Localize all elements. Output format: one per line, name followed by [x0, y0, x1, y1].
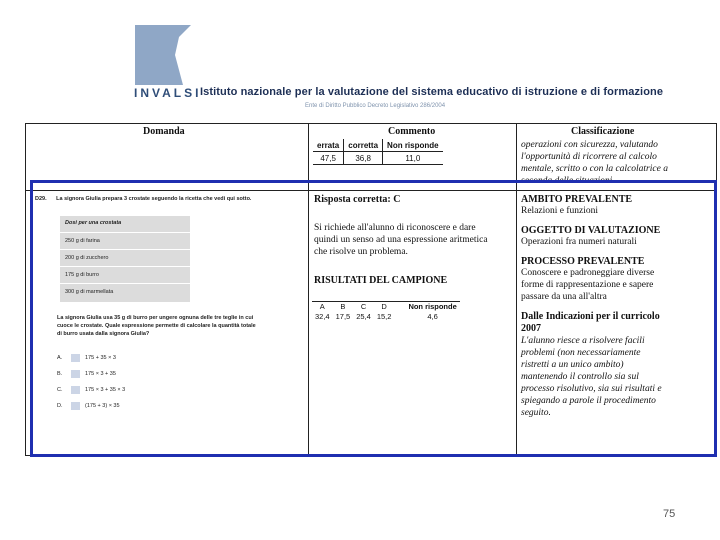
text-line: quindi un senso ad una espressione aritmetica [314, 235, 488, 245]
text-line: processo risolutivo, sia sui risultati e [521, 384, 662, 394]
table-header: A [319, 302, 325, 311]
column-header-classificazione: Classificazione [571, 126, 635, 137]
option-text: 175 × 3 + 35 [85, 371, 116, 377]
institute-name: Istituto nazionale per la valutazione del sistema educativo di istruzione e di formazione [200, 86, 664, 98]
option-letter: D. [57, 403, 63, 409]
column-header-domanda: Domanda [143, 126, 185, 137]
table-header: B [340, 302, 346, 311]
option-letter: B. [57, 371, 63, 377]
table-header: C [360, 302, 367, 311]
option-text: (175 + 3) × 35 [85, 403, 120, 409]
text-line: passare da una all'altra [521, 292, 607, 302]
option-letter: C. [57, 387, 63, 393]
text-line: Si richiede all'alunno di riconoscere e dare [314, 223, 476, 233]
text-line: problemi (non necessariamente [521, 348, 641, 358]
column-header-commento: Commento [388, 126, 436, 137]
text-line: mentale, scritto o con la calcolatrice a [521, 164, 668, 174]
text-line: mantenendo il controllo sia sul [521, 372, 639, 382]
table-cell: 11,0 [383, 152, 443, 165]
table-cell: 15,2 [376, 312, 392, 321]
text-line: che risolve un problema. [314, 247, 408, 257]
commento-stats-table [313, 139, 443, 165]
oggetto-title: OGGETTO DI VALUTAZIONE [521, 225, 661, 236]
text-line: forme di rappresentazione e sapere [521, 280, 654, 290]
correct-answer: Risposta corretta: C [314, 194, 401, 205]
text-line: 2007 [521, 323, 541, 334]
processo-title: PROCESSO PREVALENTE [521, 256, 645, 267]
text-line: ristretti a un unico ambito) [521, 360, 624, 370]
text-line: spiegando a parole il procedimento [521, 396, 656, 406]
text-line: L'alunno riesce a risolvere facili [521, 336, 645, 346]
table-header: Non risponde [408, 302, 457, 311]
table-cell: 36,8 [344, 152, 383, 165]
table-cell: 32,4 [315, 312, 330, 321]
table-header: corretta [344, 139, 383, 152]
institute-subtitle: Ente di Diritto Pubblico Decreto Legislativo 286/2004 [305, 103, 446, 109]
invalsi-logo-icon [135, 25, 191, 85]
ambito-value: Relazioni e funzioni [521, 206, 599, 216]
table-cell: 17,5 [335, 312, 351, 321]
brand-name: INVALSI [134, 86, 202, 100]
text-line: Dalle Indicazioni per il curricolo [521, 311, 660, 322]
option-letter: A. [57, 355, 63, 361]
text-line: La signora Giulia usa 35 g di burro per ungere ognuna delle tre teglie in cui [57, 315, 254, 321]
table-cell: 4,6 [427, 312, 438, 321]
recipe-title: Dosi per una crostata [65, 220, 122, 226]
question-prompt-text: La signora Giulia prepara 3 crostate seguendo la ricetta che vedi qui sotto. [56, 196, 252, 202]
ambito-title: AMBITO PREVALENTE [521, 194, 633, 205]
table-header: D [381, 302, 387, 311]
question-number: D29. [35, 196, 47, 202]
option-text: 175 × 3 + 35 × 3 [85, 387, 126, 393]
highlight-rectangle [30, 180, 717, 457]
text-line: di burro usata dalla signora Giulia? [57, 331, 150, 337]
oggetto-value: Operazioni fra numeri naturali [521, 237, 637, 247]
text-line: cuoce le crostate. Quale espressione permette di calcolare la quantità totale [57, 323, 256, 329]
text-line: Conoscere e padroneggiare diverse [521, 268, 655, 278]
table-header: errata [313, 139, 344, 152]
table-cell: 25,4 [356, 312, 371, 321]
text-line: operazioni con sicurezza, valutando [521, 140, 658, 150]
table-header: Non risponde [383, 139, 443, 152]
recipe-item: 300 g di marmellata [65, 289, 114, 295]
results-title: RISULTATI DEL CAMPIONE [314, 275, 448, 286]
text-line: l'opportunità di ricorrere al calcolo [521, 152, 657, 162]
recipe-item: 175 g di burro [65, 272, 99, 278]
text-line: seconda delle situazioni [521, 176, 613, 186]
page-number: 75 [663, 508, 676, 520]
text-line: seguito. [521, 408, 551, 418]
recipe-item: 250 g di farina [65, 238, 100, 244]
option-text: 175 + 35 × 3 [85, 355, 116, 361]
recipe-item: 200 g di zucchero [65, 255, 109, 261]
table-cell: 47,5 [313, 152, 344, 165]
